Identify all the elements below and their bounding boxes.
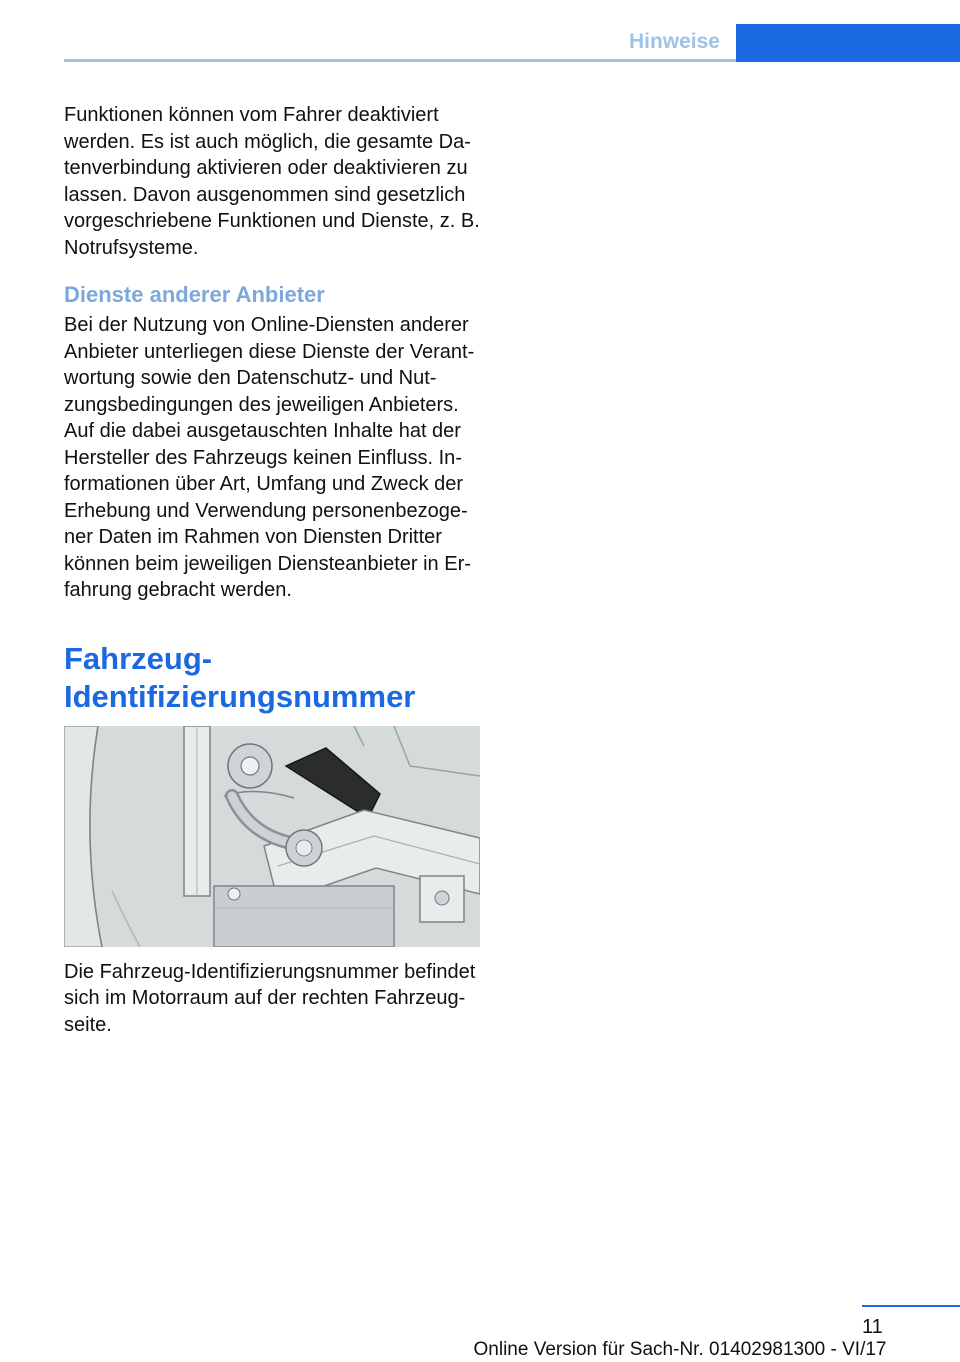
paragraph-vin-location: Die Fahrzeug-Identifizierungsnummer befindet sich im Motorraum auf der rechten Fahrzeugseite. <box>64 960 476 1036</box>
paragraph-intro: Funktionen können vom Fahrer deaktiviert werden. Es ist auch möglich, die gesamte Datenverbindung aktivieren oder deaktivieren zu lassen. Davon ausgenommen sind gesetzlich vorgeschriebene Funktionen und Dienste, z. B. Notrufsysteme. <box>64 104 480 259</box>
header-rule <box>64 59 736 62</box>
header-tab <box>736 24 960 62</box>
content-column <box>64 102 482 1038</box>
footer-rule <box>862 1305 960 1307</box>
paragraph-third-party: Bei der Nutzung von Online-Diensten anderer Anbieter unterliegen diese Dienste der Verantwortung sowie den Datenschutz- und Nutzungsbedingungen des jeweiligen Anbieters. Auf die dabei ausgetauschten Inhalte hat der Hersteller des Fahrzeugs keinen Einfluss. Informationen über Art, Umfang und Zweck der Erhebung und Verwendung personenbezogener Daten im Rahmen von Diensten Dritter können beim jeweiligen Diensteanbieter in Erfahrung gebracht werden. <box>64 314 475 601</box>
heading-vin: Fahrzeug-Identifizierungsnummer <box>64 640 416 714</box>
subheading-third-party-services: Dienste anderer Anbieter <box>64 282 325 307</box>
page-number: 11 <box>862 1316 883 1338</box>
engine-bay-illustration <box>64 726 480 947</box>
section-title: Hinweise <box>628 30 720 53</box>
online-version-footer: Online Version für Sach-Nr. 01402981300 - VI/17 <box>473 1339 887 1360</box>
